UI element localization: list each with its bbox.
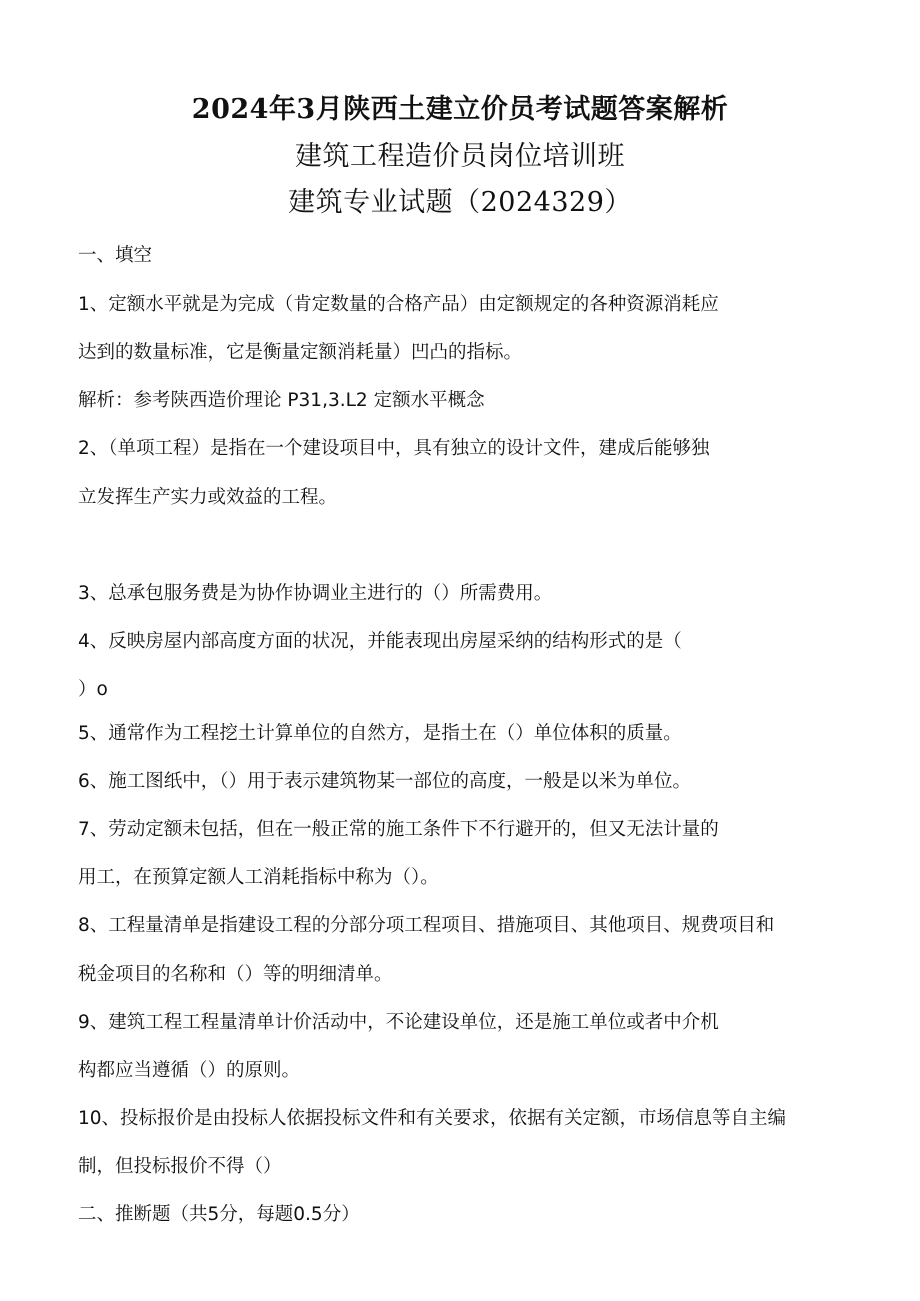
document-subtitle: 建筑工程造价员岗位培训班 xyxy=(295,141,625,172)
question-3: 3、总承包服务费是为协作协调业主进行的（）所需费用。 xyxy=(78,583,553,604)
question-1-line-2: 达到的数量标准，它是衡量定额消耗量）凹凸的指标。 xyxy=(78,342,523,363)
question-6: 6、施工图纸中，（）用于表示建筑物某一部位的高度，一般是以米为单位。 xyxy=(78,771,692,792)
question-5: 5、通常作为工程挖土计算单位的自然方，是指土在（）单位体积的质量。 xyxy=(78,723,682,744)
question-7-line-2: 用工，在预算定额人工消耗指标中称为（）。 xyxy=(78,867,439,888)
question-2-line-1: 2、（单项工程）是指在一个建设项目中，具有独立的设计文件，建成后能够独 xyxy=(78,438,710,459)
document-title: 2024年3月陕西土建立价员考试题答案解析 xyxy=(191,94,729,125)
question-8-line-2: 税金项目的名称和（）等的明细清单。 xyxy=(78,964,393,985)
question-7-line-1: 7、劳动定额未包括，但在一般正常的施工条件下不行避开的，但又无法计量的 xyxy=(78,819,719,840)
section-heading-fill-blank: 一、填空 xyxy=(78,245,153,266)
question-10-line-1: 10、投标报价是由投标人依据投标文件和有关要求，依据有关定额，市场信息等自主编 xyxy=(78,1108,787,1129)
section-title: 建筑专业试题（2024329） xyxy=(288,187,632,218)
question-1-line-1: 1、定额水平就是为完成（肯定数量的合格产品）由定额规定的各种资源消耗应 xyxy=(78,294,719,315)
question-1-analysis: 解析：参考陕西造价理论 P31,3.L2 定额水平概念 xyxy=(78,390,485,411)
question-4-line-2: ）o xyxy=(78,679,108,700)
question-8-line-1: 8、工程量清单是指建设工程的分部分项工程项目、措施项目、其他项目、规费项目和 xyxy=(78,915,775,936)
section-heading-true-false: 二、推断题（共5分，每题0.5分） xyxy=(78,1204,360,1225)
question-2-line-2: 立发挥生产实力或效益的工程。 xyxy=(78,487,338,508)
question-10-line-2: 制，但投标报价不得（） xyxy=(78,1156,282,1177)
question-4-line-1: 4、反映房屋内部高度方面的状况，并能表现出房屋采纳的结构形式的是（ xyxy=(78,631,682,652)
question-9-line-2: 构都应当遵循（）的原则。 xyxy=(78,1060,301,1081)
question-9-line-1: 9、建筑工程工程量清单计价活动中，不论建设单位，还是施工单位或者中介机 xyxy=(78,1012,719,1033)
